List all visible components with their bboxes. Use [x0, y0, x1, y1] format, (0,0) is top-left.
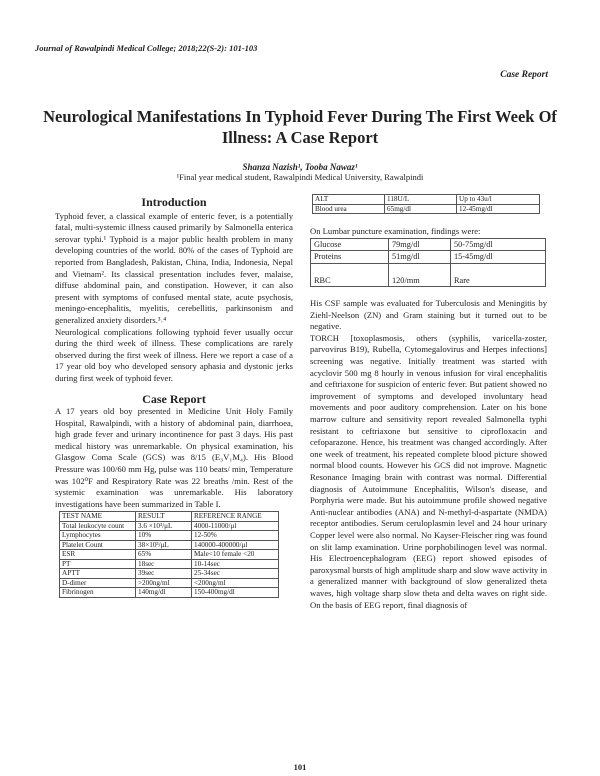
- table-cell: Fibrinogen: [60, 588, 136, 598]
- page-number: 101: [293, 762, 307, 772]
- torch-paragraph: TORCH [toxoplasmosis, others (syphilis, varicella-zoster, parvovirus B19), Rubella, Cytomegalovirus and Herpes infections] screening was negative. Initially treatment was started with acyclovir 500 mg 8 hourly in venous infusion for viral encephalitis and ceftriaxone for suspicion of enteric fever. But patient showed no improvement of symptoms and developed involuntary head movements and poor auditory comprehension. Later on his bone marrow culture and sensitivity report revealed Salmonella typhi resistant to ceftriaxone but sensitive to ciprofloxacin and cefoparazone. Hence, his treatment was changed accordingly. After one week of treatment, his repeated complete blood picture showed normal blood counts. However his GCS did not improve. Magnetic Resonance Imaging brain with contrast was normal. Differential diagnosis of Autoimmune Encephalitis, Wilson's disease, and Porphyria were made. But his autoimmune profile showed negative Anti-nuclear antibodies (ANA) and N-methyl-d-aspartate (NMDA) receptor antibodies. Serum ceruloplasmin level and 24 hour urinary Copper level were also normal. No Kayser-Fleischer ring was found on slit lamp examination. Urine porphobilinogen level was normal. His Electroencephalogram (EEG) report showed episodes of paroxysmal bursts of high amplitude sharp and slow wave activity in a generalized manner with background of slow generalized theta waves, high voltage sharp slow theta and delta waves on right side. On the basis of EEG report, final diagnosis of: [310, 332, 547, 610]
- table-cell: Blood urea: [313, 204, 385, 214]
- table-header-cell: TEST NAME: [60, 512, 136, 522]
- table-cell: 79mg/dl: [389, 238, 451, 251]
- table-row: [60, 578, 279, 588]
- table-cell: 65%: [136, 550, 192, 560]
- intro-paragraph-1: Typhoid fever, a classical example of enteric fever, is a potentially fatal, multi-systemic illness caused primarily by Salmonella enterica serovar typhi.¹ Typhoid is a major public health problem in many developing countries of the world. 80% of the cases of Typhoid are reported from Bangladesh, Pakistan, China, India, Indonesia, Nepal and Vietnam². Its classical presentation includes fever, malaise, diffuse abdominal pain, and constipation. However, it can also present with symptoms of confused mental state, acute psychosis, meningo-encephalitis, myelitis, cerebellitis, parkinsonism and generalized anxiety disorders.³˒⁴: [55, 210, 293, 325]
- table-row: [60, 588, 279, 598]
- table-cell: 18sec: [136, 559, 192, 569]
- table-cell: 4000-11000/μl: [192, 521, 279, 531]
- lumbar-intro: On Lumbar puncture examination, findings were:: [310, 226, 481, 236]
- table-cell: 140000-400000/μl: [192, 540, 279, 550]
- paper-title: Neurological Manifestations In Typhoid Fever During The First Week Of Illness: A Case Report: [43, 107, 557, 147]
- lab-table: [59, 511, 279, 598]
- table-cell: APTT: [60, 569, 136, 579]
- table-cell: Lymphocytes: [60, 531, 136, 541]
- table-row: [311, 251, 546, 264]
- table-cell: RBC: [311, 263, 389, 287]
- table-cell: 10-14sec: [192, 559, 279, 569]
- table-cell: <200ng/ml: [192, 578, 279, 588]
- table-cell: PT: [60, 559, 136, 569]
- table-cell: 25-34sec: [192, 569, 279, 579]
- table-cell: 118U/L: [385, 195, 457, 205]
- authors: Shanza Nazish¹, Tooba Nawaz¹: [242, 162, 358, 172]
- table-row: [313, 195, 540, 205]
- table-cell: 12-50%: [192, 531, 279, 541]
- table-cell: Proteins: [311, 251, 389, 264]
- table-row: [60, 550, 279, 560]
- table-cell: Total leukocyte count: [60, 521, 136, 531]
- table-cell: 140mg/dl: [136, 588, 192, 598]
- table-cell: 3.6 ×10³/μL: [136, 521, 192, 531]
- section-tag: Case Report: [500, 70, 548, 80]
- table-cell: 65mg/dl: [385, 204, 457, 214]
- right-column: [310, 194, 547, 611]
- table-header-cell: RESULT: [136, 512, 192, 522]
- journal-citation: Journal of Rawalpindi Medical College; 2018;22(S-2): 101-103: [35, 43, 258, 53]
- table-cell: ALT: [313, 195, 385, 205]
- table-row: [60, 569, 279, 579]
- table-cell: 50-75mg/dl: [451, 238, 546, 251]
- table-cell: Rare: [451, 263, 546, 287]
- case-paragraph-1: A 17 years old boy presented in Medicine Unit Holy Family Hospital, Rawalpindi, with a history of abdominal pain, diarrhoea, high grade fever and urinary incontinence for past 3 days. His past medical history was unremarkable. On physical examination, his Glasgow Coma Scale (GCS) was 8/15 (E₃V₁M₄). His Blood Pressure was 100/60 mm Hg, pulse was 110 beats/ min, Temperature was 102⁰F and Respiratory Rate was 22 breaths /min. Rest of the systemic examination was unremarkable. His laboratory investigations have been summarized in Table I.: [55, 406, 293, 509]
- table-row: [311, 263, 546, 287]
- table-cell: ESR: [60, 550, 136, 560]
- table-row: [60, 521, 279, 531]
- table-row: [60, 559, 279, 569]
- csf-paragraph: His CSF sample was evaluated for Tuberculosis and Meningitis by Ziehl-Neelson (ZN) and Gram staining but it turned out to be negative.: [310, 298, 547, 332]
- table-row: [60, 540, 279, 550]
- intro-heading: Introduction: [141, 195, 207, 209]
- table-cell: Up to 43u/l: [457, 195, 540, 205]
- table-cell: 120/mm: [389, 263, 451, 287]
- table-cell: 10%: [136, 531, 192, 541]
- table-cell: 39sec: [136, 569, 192, 579]
- table-cell: 15-45mg/dl: [451, 251, 546, 264]
- table-cell: 12-45mg/dl: [457, 204, 540, 214]
- table-cell: 51mg/dl: [389, 251, 451, 264]
- table-cell: D-dimer: [60, 578, 136, 588]
- table-cell: Platelet Count: [60, 540, 136, 550]
- table-cell: >200ng/ml: [136, 578, 192, 588]
- table-header-cell: REFERENCE RANGE: [192, 512, 279, 522]
- intro-paragraph-2: Neurological complications following typhoid fever usually occur during the third week of illness. These complications are rarely observed during the first week of illness. Here we report a case of a 17 year old boy who developed sensory aphasia and dystonic jerks during first week of typhoid fever.: [55, 326, 293, 383]
- table-header-row: [60, 512, 279, 522]
- table-row: [60, 531, 279, 541]
- left-column: [55, 197, 293, 598]
- table-row: [311, 238, 546, 251]
- table-cell: 150-400mg/dl: [192, 588, 279, 598]
- lab-table-continued: [312, 194, 540, 214]
- table-row: [313, 204, 540, 214]
- case-heading: Case Report: [142, 391, 206, 406]
- table-cell: 38×10³/μL: [136, 540, 192, 550]
- table-cell: Male<10 female <20: [192, 550, 279, 560]
- affiliation: ¹Final year medical student, Rawalpindi Medical University, Rawalpindi: [176, 172, 424, 182]
- csf-table: [310, 238, 546, 288]
- table-cell: Glucose: [311, 238, 389, 251]
